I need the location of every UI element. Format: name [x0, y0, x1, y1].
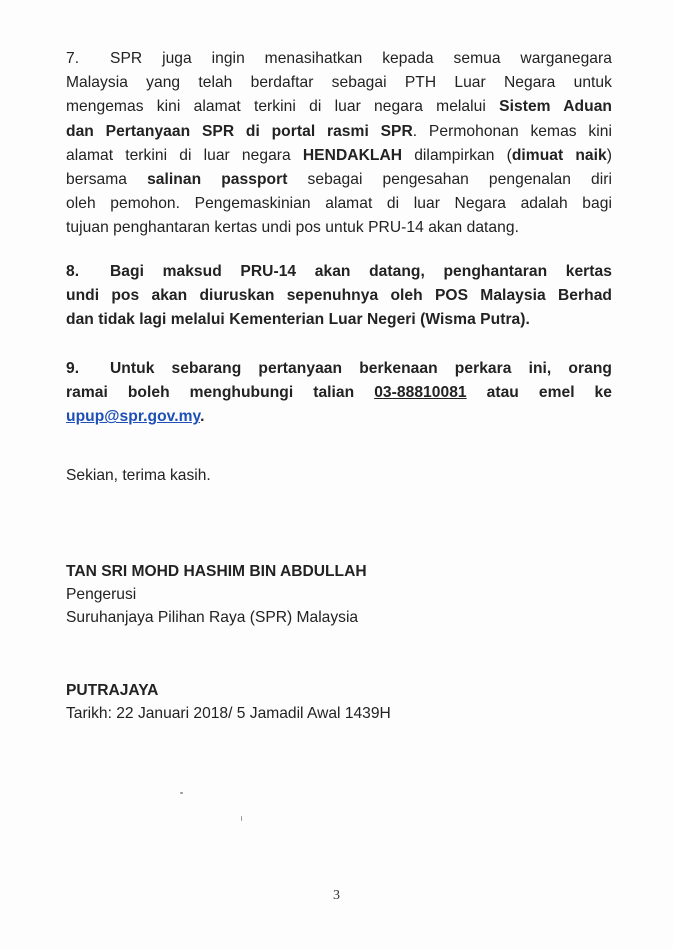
text-run: dimuat naik [511, 146, 607, 164]
text-run: salinan passport [147, 170, 288, 188]
text-run: . [200, 408, 205, 426]
paragraph-line [66, 216, 612, 240]
paragraph-line [66, 47, 612, 71]
text-run: tujuan penghantaran kertas undi pos untuk PRU-14 akan datang. [66, 219, 519, 237]
document-date: Tarikh: 22 Januari 2018/ 5 Jamadil Awal 1439H [66, 705, 391, 722]
paragraph-8 [66, 260, 612, 333]
paragraph-number: 8. [66, 263, 80, 280]
text-run: dilampirkan ( [402, 146, 512, 164]
signatory-organization: Suruhanjaya Pilihan Raya (SPR) Malaysia [66, 609, 359, 626]
paragraph-line [66, 405, 612, 429]
text-run: . Permohonan kemas kini [412, 122, 612, 140]
text-run: undi pos akan diuruskan sepenuhnya oleh POS Malaysia Berhad [66, 287, 612, 305]
text-run: ramai boleh menghubungi talian [66, 384, 375, 402]
text-run: Bagi maksud PRU-14 akan datang, penghantaran kertas [110, 263, 612, 280]
paragraph-line [66, 381, 612, 405]
paragraph-line [66, 120, 612, 144]
closing-text: Sekian, terima kasih. [66, 467, 211, 484]
paragraph-line [66, 95, 612, 119]
text-run: oleh pemohon. Pengemaskinian alamat di luar Negara adalah bagi [66, 195, 612, 213]
paragraph-7 [66, 47, 612, 241]
paragraph-9 [66, 357, 612, 430]
text-run: mengemas kini alamat terkini di luar negara melalui [66, 98, 500, 116]
scan-speck [180, 792, 183, 794]
text-run: alamat terkini di luar negara [66, 146, 303, 164]
paragraph-line [66, 357, 612, 381]
text-run: SPR juga ingin menasihatkan kepada semua warganegara [110, 50, 612, 67]
text-run: atau emel ke [466, 384, 612, 402]
text-run: Untuk sebarang pertanyaan berkenaan perkara ini, orang [110, 360, 612, 377]
page-number: 3 [333, 888, 340, 903]
paragraph-line [66, 144, 612, 168]
text-run: dan tidak lagi melalui Kementerian Luar Negeri (Wisma Putra). [66, 311, 530, 329]
paragraph-line [66, 168, 612, 192]
phone-number: 03-88810081 [374, 384, 467, 402]
paragraph-line [66, 71, 612, 95]
text-run: HENDAKLAH [302, 146, 403, 164]
paragraph-line [66, 308, 612, 332]
paragraph-number: 9. [66, 360, 80, 377]
text-run: Sistem Aduan [499, 98, 612, 116]
text-run: ) [606, 146, 612, 164]
paragraph-number: 7. [66, 50, 80, 67]
email-link[interactable]: upup@spr.gov.my [66, 408, 201, 426]
paragraph-line [66, 260, 612, 284]
paragraph-line [66, 284, 612, 308]
signatory-title: Pengerusi [66, 586, 137, 603]
place-name: PUTRAJAYA [66, 682, 159, 699]
text-run: bersama [66, 170, 148, 188]
text-run: sebagai pengesahan pengenalan diri [287, 170, 612, 188]
paragraph-line [66, 192, 612, 216]
signatory-name: TAN SRI MOHD HASHIM BIN ABDULLAH [66, 563, 367, 580]
scan-speck [241, 816, 242, 821]
text-run: dan Pertanyaan SPR di portal rasmi SPR [66, 122, 413, 140]
text-run: Malaysia yang telah berdaftar sebagai PTH Luar Negara untuk [66, 74, 612, 92]
